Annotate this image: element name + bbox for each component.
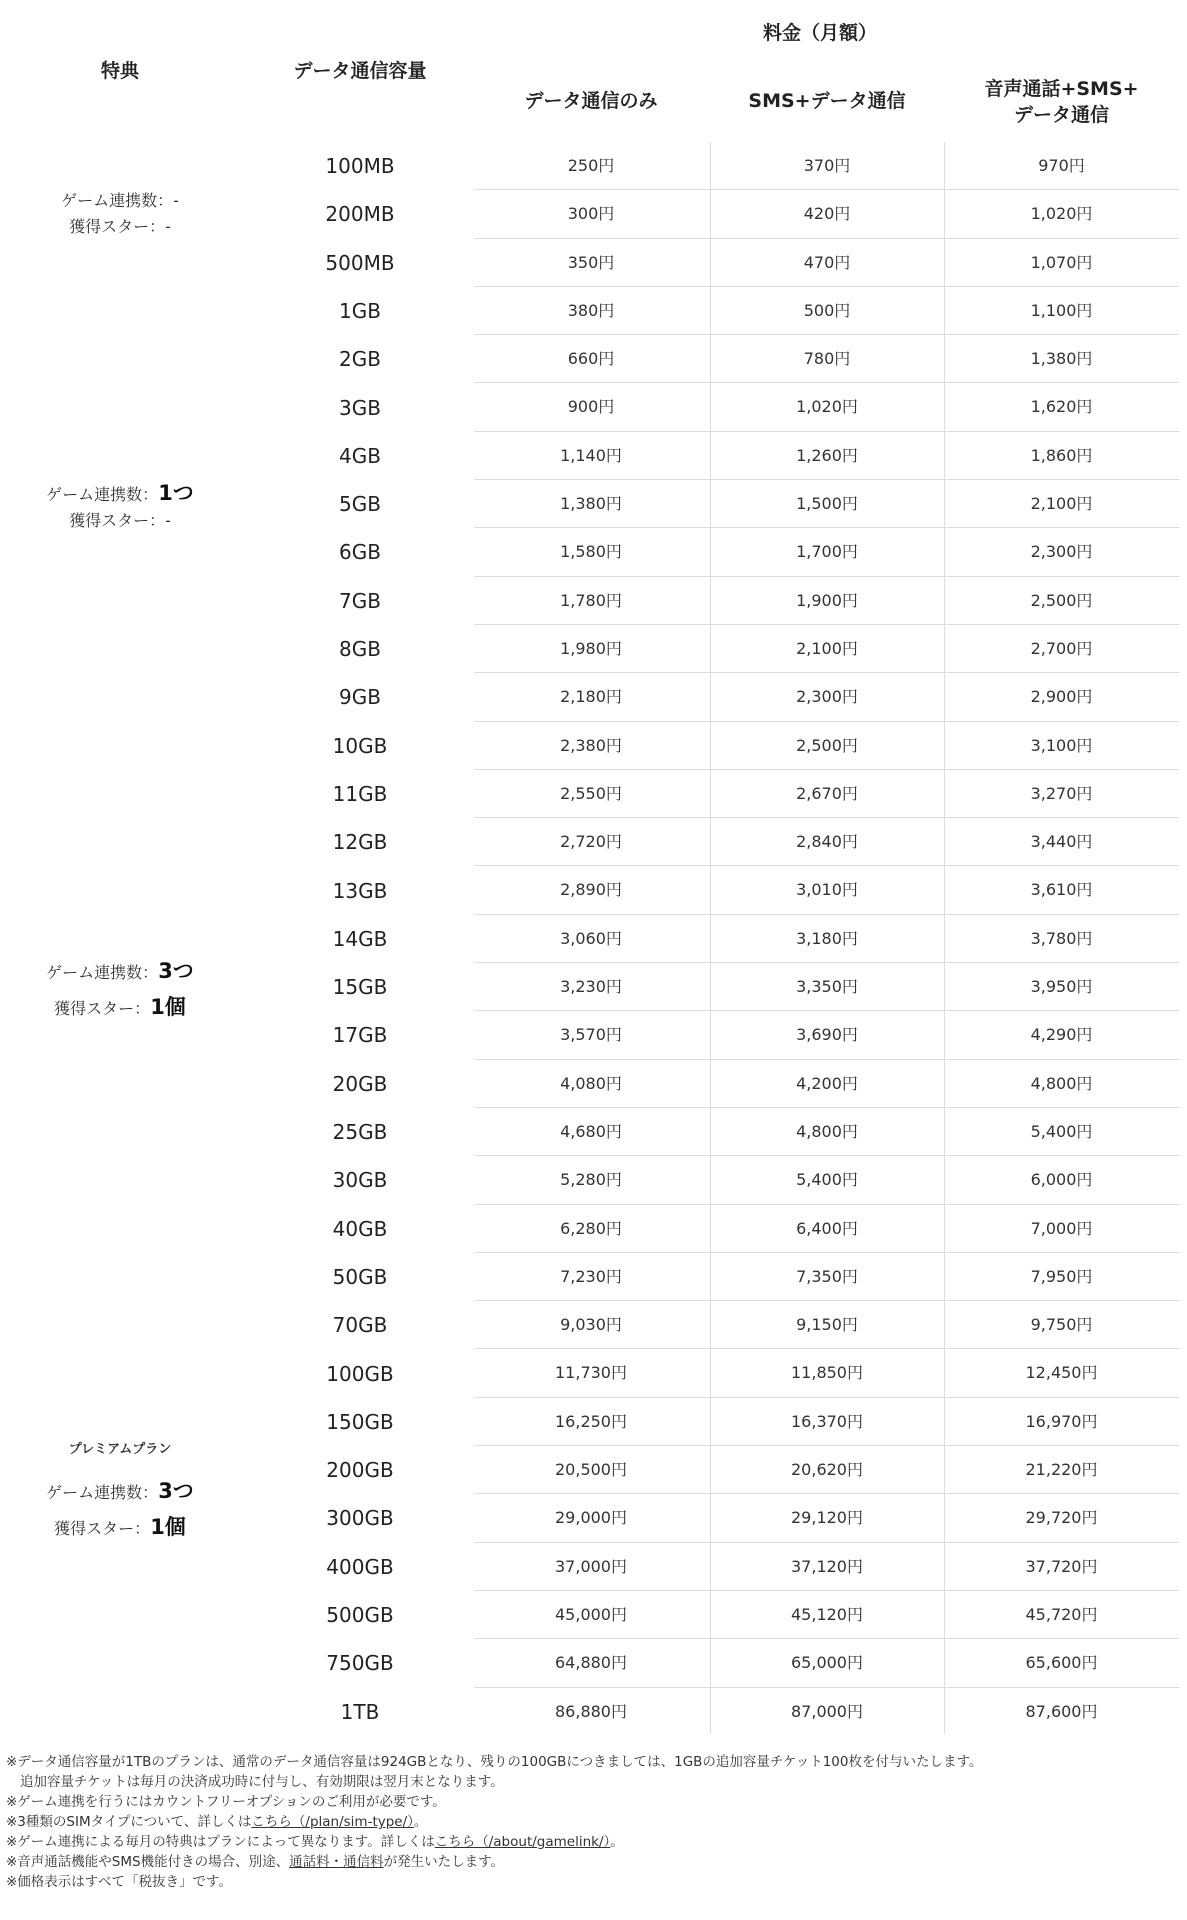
sim-type-link[interactable]: こちら（/plan/sim-type/） (251, 1814, 414, 1830)
table-row (474, 1205, 1179, 1253)
price-voice: 37,720円 (1025, 1556, 1098, 1576)
price-voice: 3,610円 (1030, 880, 1093, 900)
price-data-only: 350円 (567, 252, 615, 272)
footnote: ※価格表示はすべて「税抜き」です。 (6, 1874, 232, 1890)
table-row (474, 915, 1179, 963)
capacity-cell: 2GB (339, 347, 381, 372)
gamelink-link[interactable]: こちら（/about/gamelink/） (434, 1834, 611, 1850)
price-sms: 420円 (803, 204, 851, 224)
price-sms: 65,000円 (791, 1653, 863, 1673)
price-data-only: 2,380円 (560, 735, 622, 755)
capacity-cell: 17GB (332, 1023, 388, 1048)
premium-plan-title: プレミアムプラン (68, 1442, 172, 1457)
price-data-only: 2,720円 (560, 832, 622, 852)
price-voice: 2,700円 (1030, 638, 1093, 658)
price-data-only: 5,280円 (560, 1170, 622, 1190)
price-sms: 2,100円 (796, 638, 858, 658)
capacity-cell: 30GB (332, 1168, 388, 1193)
price-data-only: 20,500円 (555, 1460, 627, 1480)
price-sms: 6,400円 (796, 1218, 858, 1238)
col-voice-header (944, 76, 1179, 128)
capacity-cell: 9GB (339, 685, 381, 710)
benefit-value: 1個 (150, 1515, 186, 1539)
footnote-text: 。 (413, 1814, 428, 1830)
benefit-label: ゲーム連携数： (46, 485, 159, 504)
price-voice: 3,950円 (1030, 977, 1093, 997)
price-sms: 2,840円 (796, 832, 858, 852)
price-voice: 3,440円 (1030, 832, 1093, 852)
price-data-only: 380円 (567, 300, 615, 320)
price-voice: 2,500円 (1030, 590, 1093, 610)
price-data-only: 86,880円 (555, 1701, 627, 1721)
table-row (474, 770, 1179, 818)
price-table (474, 142, 1179, 1735)
capacity-cell: 500MB (325, 250, 395, 275)
capacity-cell: 750GB (326, 1651, 394, 1676)
price-sms: 3,350円 (796, 977, 858, 997)
price-voice: 970円 (1038, 156, 1085, 175)
capacity-cell: 25GB (332, 1120, 388, 1144)
table-row (474, 190, 1179, 238)
capacity-cell: 50GB (332, 1264, 388, 1289)
price-voice: 21,220円 (1025, 1460, 1098, 1480)
price-voice: 5,400円 (1030, 1121, 1093, 1141)
benefit-group-2 (20, 480, 220, 534)
price-data-only: 37,000円 (555, 1556, 627, 1576)
price-sms: 1,260円 (796, 445, 858, 465)
table-row (474, 625, 1179, 673)
price-voice: 7,950円 (1030, 1266, 1093, 1286)
call-fee-link[interactable]: 通話料・通信料 (289, 1854, 384, 1870)
price-data-only: 1,580円 (560, 542, 622, 562)
benefit-value: 3つ (158, 959, 194, 983)
capacity-cell: 5GB (339, 492, 381, 517)
benefit-header: 特典 (100, 60, 139, 82)
price-sms: 1,700円 (796, 542, 858, 562)
capacity-cell: 4GB (339, 443, 381, 468)
price-sms: 1,020円 (796, 397, 858, 417)
price-voice: 3,270円 (1030, 783, 1093, 803)
price-data-only: 2,550円 (560, 783, 622, 803)
price-voice: 29,720円 (1025, 1508, 1098, 1528)
price-data-only: 3,060円 (560, 928, 622, 948)
price-data-only: 4,080円 (560, 1073, 622, 1093)
benefit-group-3 (20, 954, 220, 1026)
capacity-cell: 100MB (325, 154, 395, 178)
price-voice: 87,600円 (1025, 1701, 1098, 1721)
table-row (474, 142, 1179, 190)
table-row (474, 1639, 1179, 1687)
capacity-cell: 3GB (339, 395, 381, 420)
price-sms: 3,690円 (796, 1025, 858, 1045)
table-row (474, 722, 1179, 770)
price-voice: 3,100円 (1030, 735, 1093, 755)
benefit-value: - (173, 191, 179, 210)
price-data-only: 660円 (567, 349, 615, 369)
benefit-value: - (165, 511, 171, 530)
footnote: ※ゲーム連携を行うにはカウントフリーオプションのご利用が必要です。 (6, 1794, 446, 1810)
benefit-label: 獲得スター： (69, 217, 166, 236)
price-sms: 16,370円 (791, 1411, 863, 1431)
price-voice: 1,100円 (1030, 300, 1093, 320)
table-row (474, 432, 1179, 480)
price-data-only: 64,880円 (555, 1653, 627, 1673)
price-data-only: 6,280円 (560, 1218, 622, 1238)
footnote: ※データ通信容量が1TBのプランは、通常のデータ通信容量は924GBとなり、残りの100GBにつきましては、1GBの追加容量チケット100枚を付与いたします。 (6, 1754, 983, 1770)
price-voice: 12,450円 (1025, 1363, 1098, 1383)
capacity-cell: 400GB (326, 1554, 394, 1579)
price-sms: 2,500円 (796, 735, 858, 755)
price-voice: 4,290円 (1030, 1025, 1093, 1045)
table-row (474, 1398, 1179, 1446)
price-sms: 470円 (803, 252, 851, 272)
benefit-value: - (165, 217, 171, 236)
price-data-only: 900円 (567, 397, 615, 417)
price-sms: 3,180円 (796, 928, 858, 948)
footnote-text: ※ゲーム連携による毎月の特典はプランによって異なります。詳しくは (6, 1834, 435, 1850)
table-row (474, 1301, 1179, 1349)
price-voice: 16,970円 (1025, 1411, 1098, 1431)
price-sms: 2,670円 (796, 783, 858, 803)
table-row (474, 1543, 1179, 1591)
capacity-cell: 1TB (340, 1699, 380, 1724)
capacity-cell: 40GB (332, 1216, 388, 1241)
footnote: 追加容量チケットは毎月の決済成功時に付与し、有効期限は翌月末となります。 (20, 1774, 504, 1790)
price-sms: 29,120円 (791, 1508, 863, 1528)
price-voice: 1,860円 (1030, 445, 1093, 465)
table-row (474, 480, 1179, 528)
benefit-group-premium (20, 1440, 220, 1546)
footnote-text: が発生いたします。 (383, 1854, 505, 1870)
price-data-only: 16,250円 (555, 1411, 627, 1431)
price-voice: 1,620円 (1030, 397, 1093, 417)
benefit-label: ゲーム連携数： (46, 963, 159, 982)
price-data-only: 29,000円 (555, 1508, 627, 1528)
benefit-value: 1個 (150, 995, 186, 1019)
price-voice: 3,780円 (1030, 928, 1093, 948)
benefit-label: 獲得スター： (54, 1519, 151, 1538)
capacity-cell: 20GB (332, 1071, 388, 1096)
price-sms: 45,120円 (791, 1604, 863, 1624)
col-sms-header: SMS+データ通信 (748, 90, 906, 112)
benefit-group-1 (20, 188, 220, 240)
capacity-cell: 200GB (326, 1458, 394, 1483)
price-sms: 1,500円 (796, 494, 858, 514)
price-voice: 65,600円 (1025, 1653, 1098, 1673)
price-sms: 87,000円 (791, 1701, 863, 1721)
price-voice: 9,750円 (1030, 1315, 1093, 1335)
table-row (474, 528, 1179, 576)
price-data-only: 1,780円 (560, 590, 622, 610)
table-row (474, 673, 1179, 721)
capacity-header: データ通信容量 (293, 60, 427, 82)
capacity-cell: 6GB (339, 540, 381, 565)
price-sms: 3,010円 (796, 880, 858, 900)
price-data-only: 2,890円 (560, 880, 622, 900)
price-sms: 780円 (803, 349, 851, 369)
table-row (474, 577, 1179, 625)
price-sms: 500円 (803, 300, 851, 320)
table-row (474, 1011, 1179, 1059)
footnote (6, 1852, 1176, 1872)
capacity-cell: 1GB (339, 298, 381, 323)
price-voice: 4,800円 (1030, 1073, 1093, 1093)
table-row (474, 1060, 1179, 1108)
table-row (474, 383, 1179, 431)
capacity-cell: 7GB (339, 588, 381, 613)
benefit-label: ゲーム連携数： (61, 191, 174, 210)
price-voice: 45,720円 (1025, 1604, 1098, 1624)
capacity-cell: 13GB (332, 878, 388, 903)
capacity-cell: 200MB (325, 202, 395, 227)
footnote (6, 1812, 1176, 1832)
capacity-cell: 12GB (332, 830, 388, 855)
benefit-label: 獲得スター： (54, 999, 151, 1018)
price-data-only: 3,570円 (560, 1025, 622, 1045)
table-row (474, 818, 1179, 866)
footnotes (6, 1752, 1176, 1892)
benefit-value: 3つ (158, 1479, 194, 1503)
price-data-only: 11,730円 (555, 1363, 627, 1383)
capacity-cell: 150GB (326, 1409, 394, 1434)
benefit-value: 1つ (158, 481, 194, 505)
capacity-cell: 11GB (332, 781, 388, 806)
footnote-text: 。 (610, 1834, 624, 1850)
capacity-cell: 10GB (332, 733, 388, 758)
price-data-only: 1,980円 (560, 638, 622, 658)
price-data-only: 3,230円 (560, 977, 622, 997)
price-group-header: 料金（月額） (762, 22, 877, 44)
table-row (474, 239, 1179, 287)
col-data-only-header: データ通信のみ (524, 90, 658, 112)
table-row (474, 1349, 1179, 1397)
price-voice: 2,900円 (1030, 687, 1093, 707)
table-row (474, 1591, 1179, 1639)
price-voice: 2,300円 (1030, 542, 1093, 562)
col-voice-header-line1: 音声通話+SMS+ (984, 78, 1139, 100)
table-row (474, 1688, 1179, 1735)
price-data-only: 7,230円 (560, 1266, 622, 1286)
price-sms: 37,120円 (791, 1556, 863, 1576)
footnote-text: ※3種類のSIMタイプについて、詳しくは (6, 1814, 252, 1830)
table-row (474, 963, 1179, 1011)
price-voice: 1,020円 (1030, 204, 1093, 224)
price-sms: 2,300円 (796, 687, 858, 707)
table-row (474, 1446, 1179, 1494)
price-data-only: 1,140円 (560, 445, 622, 465)
table-row (474, 1108, 1179, 1156)
footnote-text: ※音声通話機能やSMS機能付きの場合、別途、 (6, 1854, 290, 1870)
capacity-cell: 8GB (339, 637, 381, 661)
price-sms: 5,400円 (796, 1170, 858, 1190)
price-voice: 1,380円 (1030, 349, 1093, 369)
price-data-only: 45,000円 (555, 1604, 627, 1624)
table-row (474, 1494, 1179, 1542)
price-data-only: 4,680円 (560, 1121, 622, 1141)
price-sms: 7,350円 (796, 1266, 858, 1286)
capacity-cell: 14GB (332, 926, 388, 951)
price-sms: 1,900円 (796, 590, 858, 610)
table-row (474, 335, 1179, 383)
price-sms: 370円 (803, 156, 851, 175)
price-sms: 11,850円 (791, 1363, 863, 1383)
price-data-only: 250円 (567, 156, 615, 175)
price-data-only: 1,380円 (560, 494, 622, 514)
price-voice: 6,000円 (1030, 1170, 1093, 1190)
price-data-only: 300円 (567, 204, 615, 224)
capacity-cell: 70GB (332, 1313, 388, 1338)
price-sms: 4,200円 (796, 1073, 858, 1093)
table-row (474, 1253, 1179, 1301)
capacity-cell: 100GB (326, 1361, 394, 1386)
benefit-label: ゲーム連携数： (46, 1483, 159, 1502)
price-sms: 9,150円 (796, 1315, 858, 1335)
capacity-cell: 300GB (326, 1506, 394, 1531)
price-voice: 2,100円 (1030, 494, 1093, 514)
price-voice: 7,000円 (1030, 1218, 1093, 1238)
capacity-cell: 500GB (326, 1603, 394, 1627)
price-voice: 1,070円 (1030, 252, 1093, 272)
price-sms: 4,800円 (796, 1121, 858, 1141)
footnote (6, 1832, 1176, 1852)
price-data-only: 9,030円 (560, 1315, 622, 1335)
table-row (474, 287, 1179, 335)
table-row (474, 1156, 1179, 1204)
capacity-cell: 15GB (332, 975, 388, 1000)
price-data-only: 2,180円 (560, 687, 622, 707)
col-voice-header-line2: データ通信 (1013, 104, 1109, 126)
table-row (474, 866, 1179, 914)
price-sms: 20,620円 (791, 1460, 863, 1480)
benefit-label: 獲得スター： (69, 511, 166, 530)
